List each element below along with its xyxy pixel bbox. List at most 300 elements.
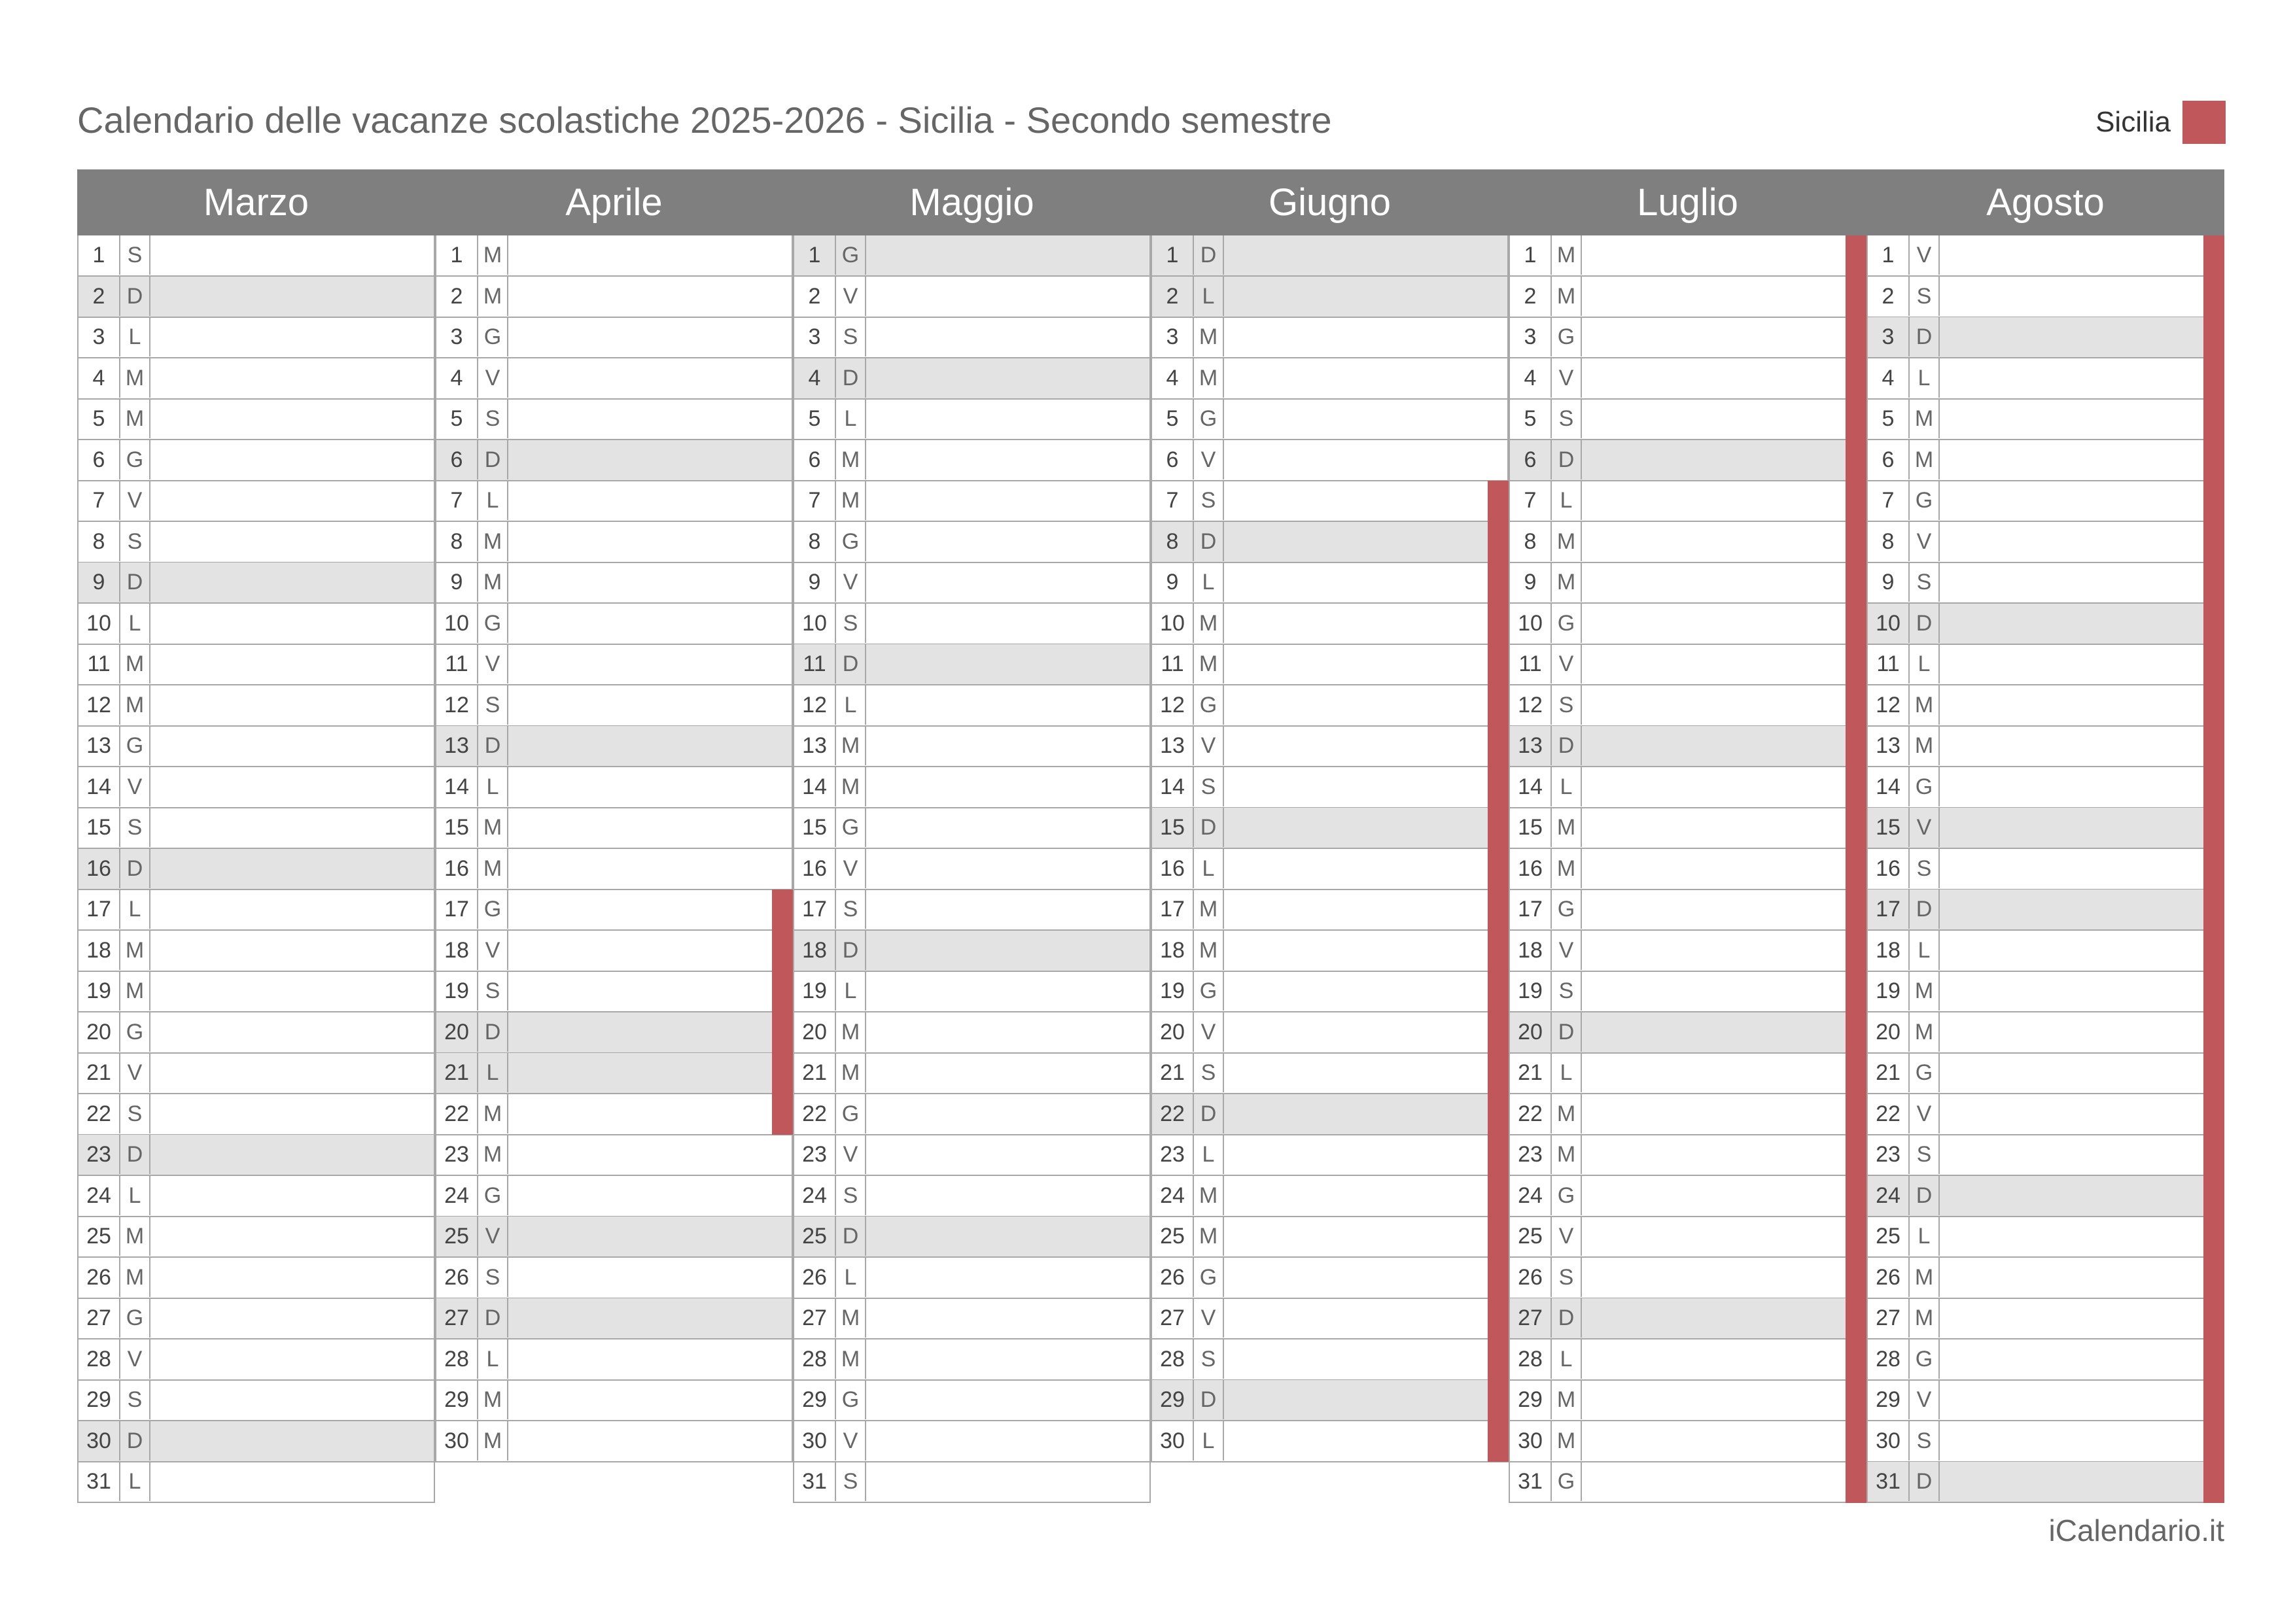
day-number: 26	[436, 1258, 478, 1297]
day-number: 8	[1152, 522, 1194, 561]
day-row	[1866, 1462, 2224, 1503]
day-number: 31	[79, 1462, 120, 1501]
day-row	[1509, 1012, 1866, 1054]
day-row	[793, 1339, 1151, 1381]
day-number: 2	[794, 277, 836, 316]
day-row	[435, 1176, 793, 1217]
weekday-letter: D	[1194, 808, 1224, 847]
weekday-letter: M	[1552, 522, 1582, 561]
day-row	[1151, 522, 1509, 563]
weekday-letter: V	[1194, 1012, 1224, 1052]
day-row	[1151, 1176, 1509, 1217]
weekday-letter: S	[478, 971, 508, 1011]
day-row	[1151, 440, 1509, 481]
day-row	[1866, 522, 2224, 563]
weekday-letter: V	[1910, 235, 1940, 275]
day-row	[1509, 235, 1866, 277]
weekday-letter: D	[1910, 890, 1940, 929]
weekday-letter: D	[120, 1421, 150, 1460]
day-row	[1509, 890, 1866, 931]
day-number: 4	[79, 358, 120, 398]
day-number: 31	[794, 1462, 836, 1501]
day-number: 27	[436, 1298, 478, 1338]
weekday-letter: S	[1552, 685, 1582, 725]
day-number: 29	[436, 1380, 478, 1419]
day-number: 17	[436, 890, 478, 929]
day-number: 28	[1868, 1339, 1910, 1379]
day-row	[435, 1258, 793, 1299]
day-number: 21	[1868, 1053, 1910, 1092]
day-number: 3	[1868, 317, 1910, 356]
weekday-letter: V	[120, 1053, 150, 1092]
day-row	[1509, 1176, 1866, 1217]
day-number: 6	[436, 440, 478, 479]
day-row	[77, 399, 435, 440]
day-number: 23	[1152, 1135, 1194, 1174]
weekday-letter: V	[120, 767, 150, 806]
weekday-letter: G	[120, 440, 150, 479]
day-number: 5	[1868, 399, 1910, 438]
day-row	[1151, 1421, 1509, 1462]
day-number: 13	[1152, 726, 1194, 765]
weekday-letter: M	[120, 971, 150, 1011]
day-number: 6	[79, 440, 120, 479]
day-number: 16	[1510, 849, 1552, 888]
month-header-agosto: Agosto	[1986, 181, 2105, 224]
day-row	[1509, 1217, 1866, 1258]
day-number: 20	[1152, 1012, 1194, 1052]
day-row	[1866, 1053, 2224, 1094]
day-row	[1509, 726, 1866, 767]
day-number: 9	[1868, 562, 1910, 602]
day-row	[77, 358, 435, 400]
weekday-letter: G	[1910, 1339, 1940, 1379]
day-row	[793, 358, 1151, 400]
day-row	[1509, 1380, 1866, 1421]
day-row	[435, 1094, 793, 1135]
weekday-letter: D	[1194, 1380, 1224, 1419]
day-row	[1509, 399, 1866, 440]
day-number: 21	[79, 1053, 120, 1092]
day-row	[793, 767, 1151, 808]
month-header-maggio: Maggio	[909, 181, 1034, 224]
weekday-letter: M	[836, 481, 866, 520]
day-number: 17	[794, 890, 836, 929]
day-row	[1866, 1012, 2224, 1054]
weekday-letter: L	[120, 317, 150, 356]
day-number: 12	[1868, 685, 1910, 725]
day-number: 11	[1868, 644, 1910, 683]
weekday-letter: D	[836, 644, 866, 683]
weekday-letter: D	[1552, 726, 1582, 765]
day-number: 6	[1868, 440, 1910, 479]
weekday-letter: D	[1910, 1462, 1940, 1501]
day-row	[793, 317, 1151, 358]
weekday-letter: S	[120, 808, 150, 847]
day-row	[77, 522, 435, 563]
weekday-letter: G	[836, 1380, 866, 1419]
day-number: 1	[1510, 235, 1552, 275]
day-number: 12	[436, 685, 478, 725]
day-number: 13	[1868, 726, 1910, 765]
day-row	[435, 1053, 793, 1094]
day-number: 10	[1868, 604, 1910, 643]
day-number: 7	[1868, 481, 1910, 520]
weekday-letter: S	[120, 522, 150, 561]
day-number: 10	[436, 604, 478, 643]
weekday-letter: D	[836, 358, 866, 398]
weekday-letter: L	[478, 1053, 508, 1092]
weekday-letter: M	[836, 767, 866, 806]
day-number: 1	[79, 235, 120, 275]
day-row	[435, 562, 793, 604]
day-row	[1866, 399, 2224, 440]
weekday-letter: M	[1552, 562, 1582, 602]
day-number: 21	[794, 1053, 836, 1092]
weekday-letter: D	[1552, 1012, 1582, 1052]
weekday-letter: G	[120, 1298, 150, 1338]
vacation-bar	[1488, 481, 1509, 1462]
day-row	[77, 235, 435, 277]
weekday-letter: V	[836, 1135, 866, 1174]
legend-label: Sicilia	[2095, 106, 2171, 138]
day-number: 5	[79, 399, 120, 438]
day-number: 16	[436, 849, 478, 888]
day-number: 22	[794, 1094, 836, 1133]
day-row	[77, 440, 435, 481]
day-row	[77, 849, 435, 890]
weekday-letter: V	[1910, 522, 1940, 561]
day-number: 29	[794, 1380, 836, 1419]
day-number: 29	[1868, 1380, 1910, 1419]
day-row	[1866, 890, 2224, 931]
day-number: 29	[79, 1380, 120, 1419]
day-number: 28	[436, 1339, 478, 1379]
day-number: 3	[79, 317, 120, 356]
day-number: 13	[794, 726, 836, 765]
day-row	[793, 1258, 1151, 1299]
day-row	[793, 1462, 1151, 1503]
day-number: 28	[1510, 1339, 1552, 1379]
weekday-letter: V	[1552, 644, 1582, 683]
weekday-letter: L	[478, 481, 508, 520]
weekday-letter: M	[478, 277, 508, 316]
day-row	[1509, 277, 1866, 318]
weekday-letter: M	[1552, 277, 1582, 316]
day-number: 14	[1510, 767, 1552, 806]
months-header	[77, 169, 2224, 235]
day-number: 26	[1868, 1258, 1910, 1297]
weekday-letter: L	[1910, 358, 1940, 398]
weekday-letter: D	[478, 1012, 508, 1052]
day-number: 8	[1868, 522, 1910, 561]
day-row	[1509, 481, 1866, 522]
weekday-letter: L	[1194, 562, 1224, 602]
day-number: 2	[1868, 277, 1910, 316]
day-number: 5	[436, 399, 478, 438]
day-row	[1151, 399, 1509, 440]
day-row	[435, 481, 793, 522]
day-number: 1	[1868, 235, 1910, 275]
day-row	[1509, 971, 1866, 1012]
day-number: 20	[1868, 1012, 1910, 1052]
weekday-letter: G	[1194, 685, 1224, 725]
day-number: 5	[1510, 399, 1552, 438]
day-number: 21	[1152, 1053, 1194, 1092]
day-number: 10	[79, 604, 120, 643]
day-row	[1151, 358, 1509, 400]
day-number: 19	[1152, 971, 1194, 1011]
day-row	[793, 808, 1151, 849]
weekday-letter: S	[120, 1094, 150, 1133]
day-row	[1866, 849, 2224, 890]
day-number: 12	[1510, 685, 1552, 725]
day-row	[77, 890, 435, 931]
weekday-letter: D	[836, 1217, 866, 1256]
day-row	[77, 726, 435, 767]
weekday-letter: D	[120, 277, 150, 316]
day-number: 20	[794, 1012, 836, 1052]
weekday-letter: S	[836, 1462, 866, 1501]
day-row	[1509, 522, 1866, 563]
day-row	[1866, 562, 2224, 604]
day-row	[435, 726, 793, 767]
day-number: 25	[436, 1217, 478, 1256]
weekday-letter: D	[836, 931, 866, 970]
day-row	[793, 1012, 1151, 1054]
weekday-letter: M	[1552, 235, 1582, 275]
day-row	[793, 1053, 1151, 1094]
day-row	[1151, 604, 1509, 645]
day-number: 27	[1152, 1298, 1194, 1338]
weekday-letter: M	[1910, 440, 1940, 479]
weekday-letter: S	[1910, 849, 1940, 888]
weekday-letter: M	[120, 644, 150, 683]
day-number: 10	[1510, 604, 1552, 643]
weekday-letter: G	[1194, 399, 1224, 438]
day-number: 15	[1152, 808, 1194, 847]
weekday-letter: D	[120, 562, 150, 602]
weekday-letter: G	[1552, 890, 1582, 929]
day-number: 27	[1510, 1298, 1552, 1338]
day-row	[1866, 1135, 2224, 1176]
weekday-letter: M	[836, 726, 866, 765]
day-number: 23	[1510, 1135, 1552, 1174]
day-number: 26	[1510, 1258, 1552, 1297]
day-number: 25	[1868, 1217, 1910, 1256]
day-number: 9	[1152, 562, 1194, 602]
day-row	[435, 522, 793, 563]
day-row	[1866, 971, 2224, 1012]
day-number: 15	[794, 808, 836, 847]
weekday-letter: L	[1552, 1339, 1582, 1379]
weekday-letter: G	[836, 235, 866, 275]
weekday-letter: V	[836, 849, 866, 888]
day-number: 16	[794, 849, 836, 888]
weekday-letter: M	[836, 1339, 866, 1379]
day-row	[1509, 767, 1866, 808]
day-row	[1866, 1176, 2224, 1217]
day-number: 19	[1868, 971, 1910, 1011]
day-row	[1509, 1298, 1866, 1339]
day-row	[77, 604, 435, 645]
weekday-letter: L	[1194, 1421, 1224, 1460]
day-row	[793, 562, 1151, 604]
weekday-letter: L	[1910, 1217, 1940, 1256]
day-row	[1509, 1462, 1866, 1503]
day-number: 30	[436, 1421, 478, 1460]
day-number: 18	[79, 931, 120, 970]
weekday-letter: M	[836, 1053, 866, 1092]
day-number: 1	[1152, 235, 1194, 275]
day-number: 13	[436, 726, 478, 765]
weekday-letter: G	[1910, 481, 1940, 520]
weekday-letter: M	[478, 522, 508, 561]
day-row	[77, 1217, 435, 1258]
legend-swatch	[2182, 101, 2226, 144]
day-row	[77, 808, 435, 849]
day-row	[793, 849, 1151, 890]
day-number: 16	[79, 849, 120, 888]
weekday-letter: V	[836, 277, 866, 316]
day-number: 24	[1868, 1176, 1910, 1215]
weekday-letter: M	[1910, 685, 1940, 725]
day-number: 26	[79, 1258, 120, 1297]
weekday-letter: V	[478, 931, 508, 970]
day-number: 17	[79, 890, 120, 929]
weekday-letter: G	[478, 317, 508, 356]
weekday-letter: M	[120, 399, 150, 438]
day-row	[435, 685, 793, 727]
weekday-letter: M	[836, 440, 866, 479]
weekday-letter: G	[1552, 1176, 1582, 1215]
weekday-letter: S	[478, 1258, 508, 1297]
day-number: 28	[79, 1339, 120, 1379]
weekday-letter: S	[836, 890, 866, 929]
weekday-letter: M	[1910, 1012, 1940, 1052]
month-header-luglio: Luglio	[1637, 181, 1738, 224]
weekday-letter: V	[120, 481, 150, 520]
weekday-letter: D	[1194, 522, 1224, 561]
day-row	[77, 1339, 435, 1381]
weekday-letter: G	[1910, 767, 1940, 806]
day-row	[793, 399, 1151, 440]
day-row	[1151, 1012, 1509, 1054]
day-number: 24	[1510, 1176, 1552, 1215]
weekday-letter: S	[1552, 971, 1582, 1011]
weekday-letter: G	[836, 522, 866, 561]
weekday-letter: S	[1910, 277, 1940, 316]
day-row	[435, 1135, 793, 1176]
day-number: 5	[1152, 399, 1194, 438]
day-row	[435, 971, 793, 1012]
weekday-letter: M	[1552, 1421, 1582, 1460]
day-number: 25	[1152, 1217, 1194, 1256]
weekday-letter: M	[1194, 1217, 1224, 1256]
day-row	[77, 931, 435, 972]
day-row	[435, 767, 793, 808]
day-number: 18	[1868, 931, 1910, 970]
day-number: 4	[794, 358, 836, 398]
day-row	[1866, 1094, 2224, 1135]
day-number: 11	[436, 644, 478, 683]
day-number: 8	[794, 522, 836, 561]
vacation-bar	[772, 890, 793, 1135]
day-row	[1151, 808, 1509, 849]
weekday-letter: M	[1910, 1298, 1940, 1338]
day-row	[1151, 767, 1509, 808]
day-row	[435, 1421, 793, 1462]
weekday-letter: S	[478, 685, 508, 725]
day-row	[1866, 1298, 2224, 1339]
day-number: 10	[794, 604, 836, 643]
weekday-letter: M	[1552, 849, 1582, 888]
day-number: 19	[1510, 971, 1552, 1011]
weekday-letter: D	[1910, 317, 1940, 356]
day-number: 3	[794, 317, 836, 356]
day-number: 28	[1152, 1339, 1194, 1379]
weekday-letter: M	[120, 358, 150, 398]
day-row	[793, 481, 1151, 522]
day-number: 2	[1152, 277, 1194, 316]
weekday-letter: S	[120, 1380, 150, 1419]
day-row	[77, 317, 435, 358]
day-row	[1509, 1094, 1866, 1135]
weekday-letter: L	[478, 1339, 508, 1379]
day-number: 12	[1152, 685, 1194, 725]
day-number: 3	[436, 317, 478, 356]
day-number: 23	[794, 1135, 836, 1174]
day-row	[1151, 644, 1509, 685]
day-number: 20	[436, 1012, 478, 1052]
day-number: 15	[436, 808, 478, 847]
day-row	[435, 440, 793, 481]
day-number: 9	[794, 562, 836, 602]
weekday-letter: M	[478, 1421, 508, 1460]
day-row	[1151, 849, 1509, 890]
weekday-letter: M	[1910, 726, 1940, 765]
day-number: 15	[1868, 808, 1910, 847]
day-row	[77, 1094, 435, 1135]
weekday-letter: M	[1910, 399, 1940, 438]
day-number: 24	[79, 1176, 120, 1215]
day-number: 30	[1152, 1421, 1194, 1460]
day-row	[1151, 1380, 1509, 1421]
weekday-letter: M	[478, 849, 508, 888]
weekday-letter: S	[836, 604, 866, 643]
day-row	[1866, 277, 2224, 318]
day-row	[77, 1298, 435, 1339]
day-number: 17	[1510, 890, 1552, 929]
day-row	[1509, 1421, 1866, 1462]
weekday-letter: M	[478, 1135, 508, 1174]
day-row	[793, 1094, 1151, 1135]
day-row	[1866, 358, 2224, 400]
day-number: 14	[1152, 767, 1194, 806]
weekday-letter: G	[478, 604, 508, 643]
day-row	[1151, 1298, 1509, 1339]
day-number: 23	[1868, 1135, 1910, 1174]
weekday-letter: S	[836, 1176, 866, 1215]
day-number: 20	[79, 1012, 120, 1052]
day-number: 14	[794, 767, 836, 806]
day-row	[435, 604, 793, 645]
day-number: 3	[1510, 317, 1552, 356]
day-number: 18	[1510, 931, 1552, 970]
weekday-letter: S	[1194, 1339, 1224, 1379]
day-row	[1509, 604, 1866, 645]
weekday-letter: L	[1552, 767, 1582, 806]
